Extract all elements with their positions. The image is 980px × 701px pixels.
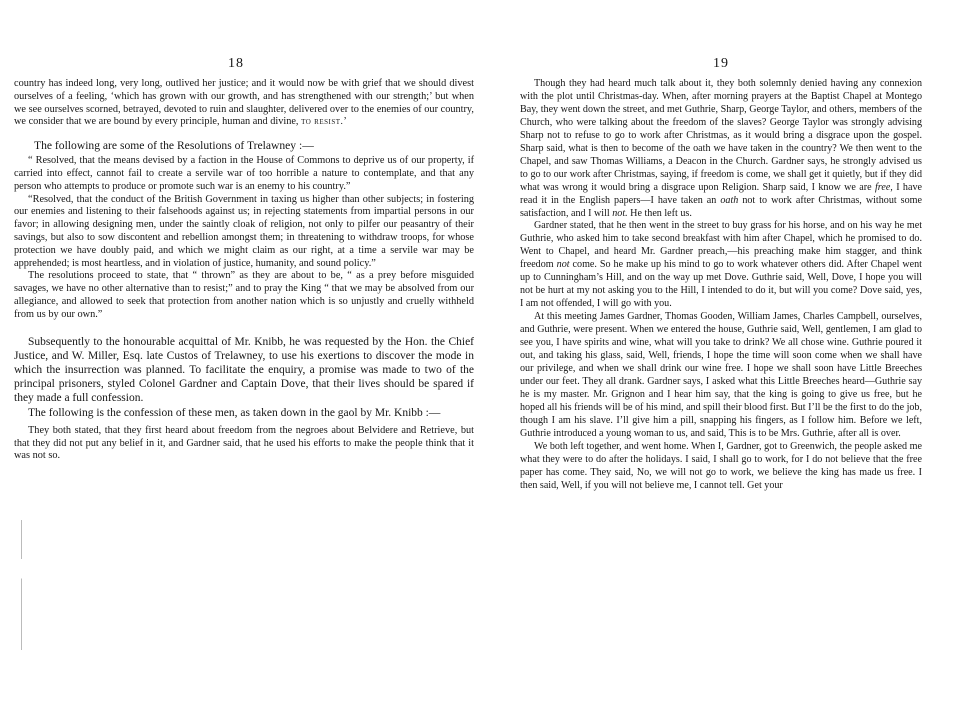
text: Gardner stated, that he then went in the street to buy grass for his horse, and on his way he met Guthrie, who asked him to take second breakfast with him after Chapel, which he promised to do. Went to Chapel, and heard Mr. Gardner preach,—his preaching make him stagger, and think freedom: [520, 220, 922, 271]
paragraph-meeting: At this meeting James Gardner, Thomas Gooden, William James, Charles Campbell, ourselves, and Guthrie, were present. When we entered the house, Guthrie said, Well, gentlemen, I am glad to see you, I have spirits and wine, what will you take to drink? We all chose wine. Guthrie poured it out, and taking his glass, said, Well, friends, I hope the time will soon come when we shall have our privilege, and when we shall drink our wine free. I hope we shall soon have Little Breeches under our feet. They all drank. Gardner says, I asked what this Little Breeches heard—Guthrie say he is my master. Mr. Grignon and I hear him say, that the king is going to give us free, but he hoped all his friends will be of his mind, and spill their blood first. But I’ll be the first to do the job, though I am his slave. I’ll give him a pill, snapping his fingers, as I follow him. Before we left, Guthrie introduced a young woman to us, and said, This is to be Mrs. Guthrie, after all is over.: [520, 311, 922, 439]
right-page-body: [520, 78, 922, 493]
closing-quote: ’: [343, 116, 347, 128]
text: come. So he make up his mind to go to work whatever others did. After Chapel went up to Cunningham’s Hill, and on the way up met Dove. Guthrie said, Well, Dove, I hope you will not be hurt at my not asking you to the Hill, I intended to do it, but will you come? Dove said, yes, I am not offended, I will go with you.: [520, 259, 922, 310]
paragraph-confession-start: They both stated, that they first heard about freedom from the negroes about Belvidere and Retrieve, but that they did not put any belief in it, and Gardner said, that he used his efforts to make the people think that it was not so.: [14, 424, 474, 462]
spacer: [14, 322, 474, 335]
narrative-block: [14, 335, 474, 420]
paragraph-text: country has indeed long, very long, outlived her justice; and it would now be with grief that we should divest ourselves of a feeling, ‘which has grown with our growth, and has strengthened with our strength;’ but when we see ourselves scorned, betrayed, devoted to ruin and slaughter, delivered over to the enemies of our country, we consider that we are bound by every principle, human and divine,: [14, 78, 474, 128]
text: Though they had heard much talk about it, they both solemnly denied having any connexion with the plot until Christmas-day. When, after morning prayers at the Baptist Chapel at Montego Bay, they went down the street, and met Guthrie, Sharp, George Taylor, and others, members of the Church, who were talking about the freedom of the slaves? George Taylor was strongly advising Sharp not to refuse to go to work after Christmas, as it would bring a disgrace upon the gospel. Sharp said, what is then to become of the oath we have taken in the country? We then went to the Chapel, and saw Thomas Williams, a Deacon in the Church. Gardner says, he strongly advised us to go to our work after Christmas, saying, if freedom is come, we shall get it quietly, but if they did what was wrong it would bring a disgrace upon Religion. Sharp said, I know we are: [520, 78, 922, 193]
resolution-2: “Resolved, that the conduct of the British Government in taxing us higher than other subjects; in fostering our enemies and listening to their falsehoods against us; in rejecting statements from impartial persons in our favor; in allowing designing men, under the saintly cloak of religion, not only to pilfer our peasantry of their savings, but also to sow discontent and rebellion amongst them; in threatening to withdraw troops, for whose protection we have doubly paid, and which we might claim as our right, at a time a servile war may be apprehended; is most heartless, and in violation of justice, humanity, and sound policy.”: [14, 193, 474, 269]
resolution-1: “ Resolved, that the means devised by a faction in the House of Commons to deprive us of our property, if carried into effect, cannot fail to create a servile war of too horrible a nature to contemplate, and that any person who attempts to produce or promote such war is an enemy to his country.”: [14, 155, 474, 192]
paragraph-gardner-stated: [520, 220, 922, 311]
paragraph-christmas-day: [520, 78, 922, 220]
emphasis-not: not.: [612, 207, 628, 219]
left-page: [14, 0, 474, 701]
margin-mark: [21, 520, 22, 650]
right-page: [520, 0, 922, 701]
resolution-3: The resolutions proceed to state, that “ thrown” as they are about to be, “ as a prey before misguided savages, we have no other alternative than to resist;” and to pray the King “ that we may be absolved from our allegiance, and allowed to seek that protection from another nation which is so unjustly and cruelly withheld from us by our own.”: [14, 270, 474, 320]
left-page-body: [14, 78, 474, 463]
text: not to work after Christmas, without some satisfaction, and I will: [520, 194, 922, 219]
paragraph-petition: [14, 78, 474, 129]
paragraph-knibb: Subsequently to the honourable acquittal of Mr. Knibb, he was requested by the Hon. the Chief Justice, and W. Miller, Esq. late Custos of Trelawney, to use his exertions to discover the mode in which the insurrection was planned. To facilitate the enquiry, a promise was made to two of the principal prisoners, styled Colonel Gardner and Captain Dove, that their lives should be spared if they made a full confession.: [14, 335, 474, 405]
emphasis-oath: oath: [720, 194, 739, 206]
emphasis-to-resist: to resist.: [301, 117, 344, 128]
paragraph-confession-intro: The following is the confession of these men, as taken down in the gaol by Mr. Knibb :—: [28, 406, 441, 419]
text: I have read it in the English papers—I have taken an: [520, 181, 922, 206]
page-number-left: 18: [228, 56, 244, 71]
section-heading-resolutions: The following are some of the Resolutions of Trelawney :—: [34, 139, 314, 153]
emphasis-not: not: [556, 259, 570, 271]
paragraph-went-home: We both left together, and went home. When I, Gardner, got to Greenwich, the people asked me what they were to do after the holidays. I said, I shall go to work, for I do not believe that the free paper has come. They said, No, we will not go to work, we believe the king has made us free. I then said, Well, if you will not believe me, I cannot tell. Get your: [520, 440, 922, 491]
text: He then left us.: [627, 207, 692, 219]
emphasis-free: free,: [874, 181, 893, 193]
page-number-right: 19: [713, 56, 729, 71]
